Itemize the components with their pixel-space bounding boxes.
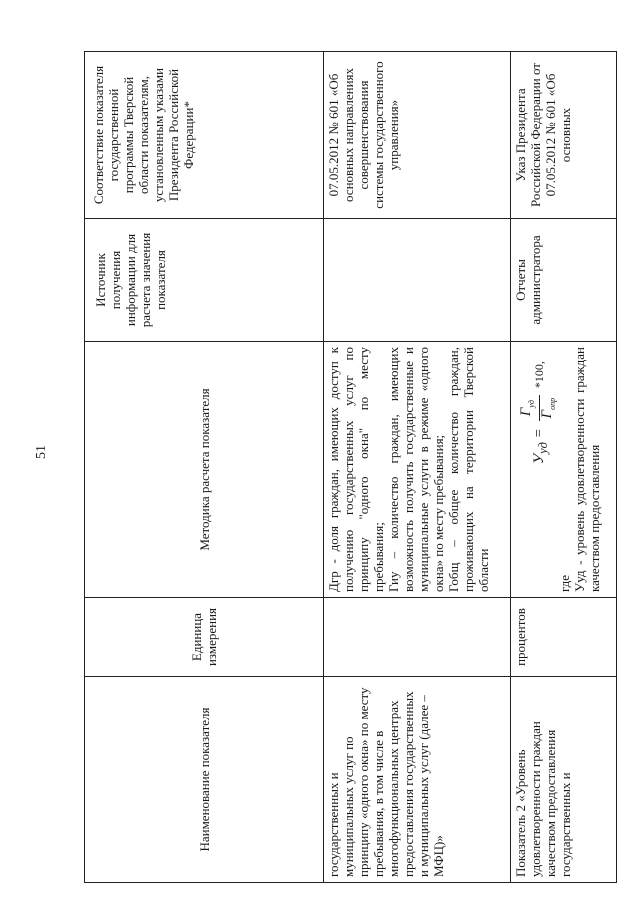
- row2-compliance: Указ Президента Российской Федерации от 07.05.2012 № 601 «Об основных: [511, 52, 617, 219]
- formula-denominator: $Г_{опр}$: [539, 397, 557, 419]
- header-name: Наименование показателя: [85, 677, 324, 883]
- formula-numerator: $Г_{уд}$: [519, 395, 540, 422]
- row1-name: государственных и муниципальных услуг по принципу «одного окна» по месту пребывания, в том числе в многофункциональных центрах предоставления государственных и муниципальных услуг (далее – МФЦ)»: [324, 677, 511, 883]
- page-number: 51: [34, 445, 49, 459]
- table-row: [511, 52, 617, 883]
- row2-name: Показатель 2 «Уровень удовлетворенности граждан качеством предоставления государственных и: [511, 677, 617, 883]
- satisfaction-formula: $У_{уд}$ = $Г_{уд}$ $Г_{опр}$ *100,: [519, 347, 553, 592]
- table-header-row: [85, 52, 324, 883]
- row2-unit: процентов: [511, 598, 617, 677]
- formula-fraction: [519, 395, 560, 422]
- row1-unit: [324, 598, 511, 677]
- indicators-table: [84, 51, 617, 883]
- header-compliance: Соответствие показателя государственной программы Тверской области показателям, установленным указами Президента Российской Федерации*: [85, 52, 324, 219]
- row1-method-line-3: Гобщ – общее количество граждан, проживающих на территории Тверской области: [446, 347, 491, 592]
- rotated-table-wrapper: [84, 52, 605, 883]
- row2-method-where: где: [557, 574, 572, 592]
- row1-method-line-2: Гиу – количество граждан, имеющих возможность получить государственные и муниципальные услуги в режиме «одного окна» по месту пребывания;: [386, 347, 446, 592]
- row2-method: [511, 342, 617, 598]
- row1-method: [324, 342, 511, 598]
- header-source: Источник получения информации для расчета значения показателя: [85, 219, 324, 342]
- row1-source: [324, 219, 511, 342]
- row1-method-line-1: Дгр - доля граждан, имеющих доступ к получению государственных услуг по принципу "одного окна" по месту пребывания;: [326, 347, 386, 592]
- row1-compliance: 07.05.2012 № 601 «Об основных направлениях совершенствования системы государственного управления»: [324, 52, 511, 219]
- formula-multiplier: *100,: [531, 361, 546, 389]
- row2-method-text: Ууд - уровень удовлетворенности граждан качеством предоставления: [572, 347, 602, 592]
- rotated-table-container: [84, 52, 605, 883]
- row2-source: Отчеты администратора: [511, 219, 617, 342]
- table-row: [324, 52, 511, 883]
- header-method: Методика расчета показателя: [85, 342, 324, 598]
- header-unit: Единица измерения: [85, 598, 324, 677]
- formula-lhs-sub: уд: [535, 442, 550, 454]
- formula-lhs: У: [530, 453, 547, 464]
